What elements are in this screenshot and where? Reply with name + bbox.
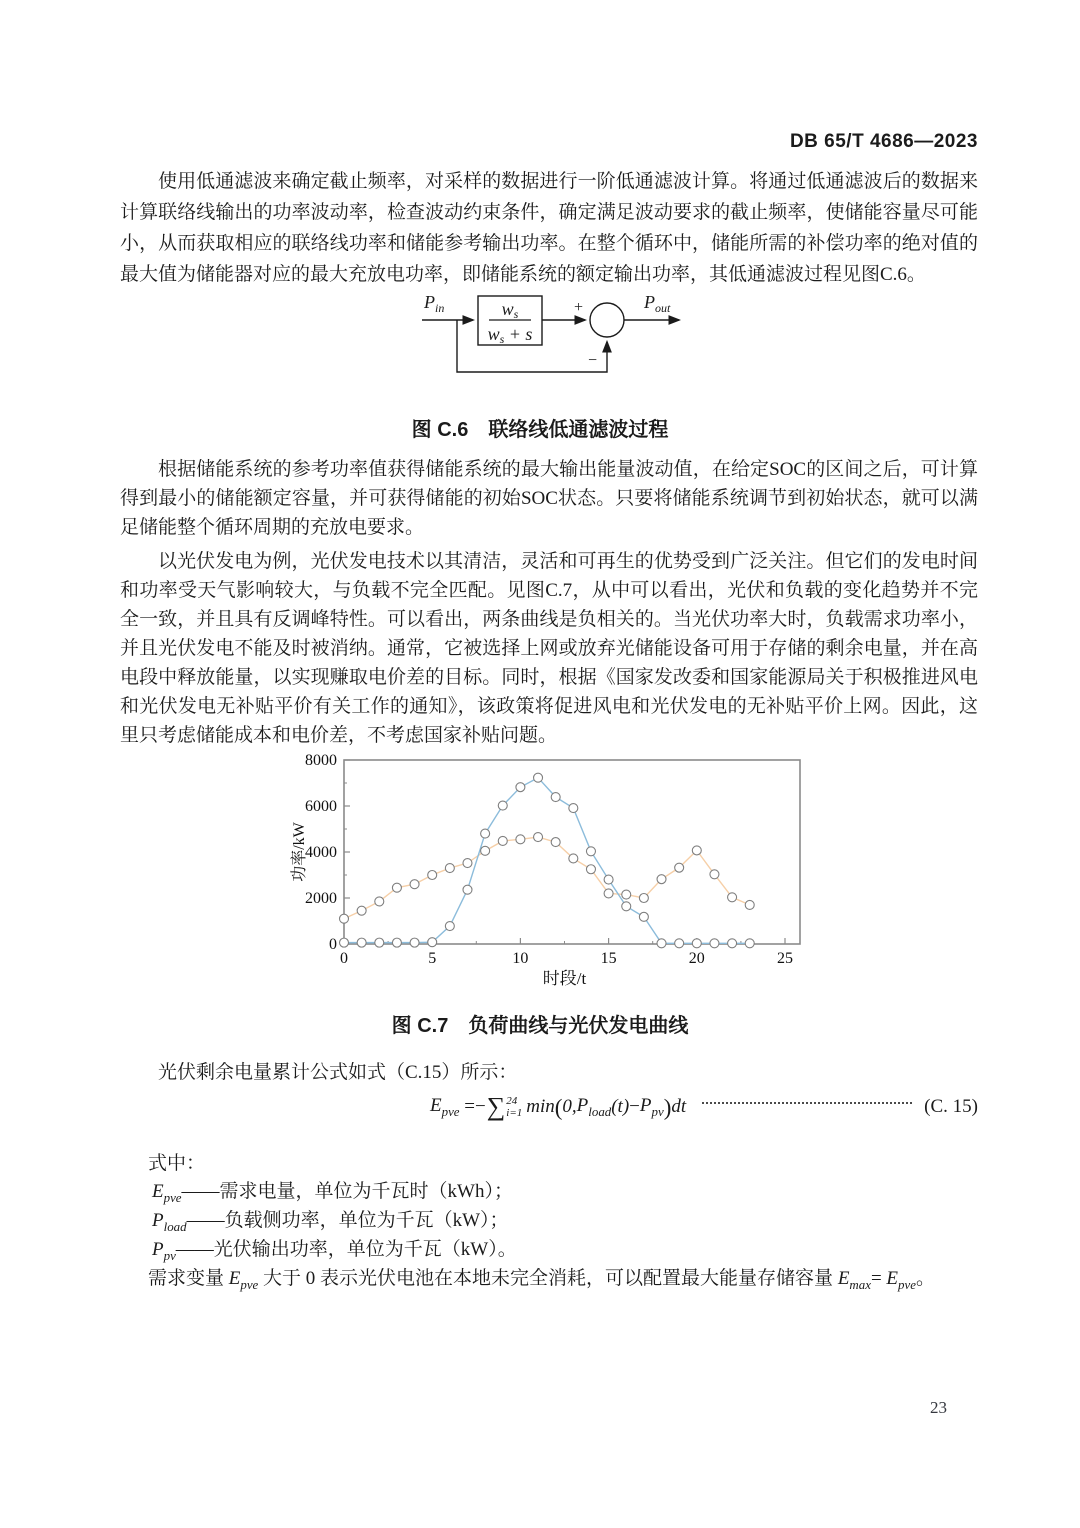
y-tick-label: 8000	[305, 752, 337, 769]
chart-marker-s1	[498, 801, 507, 810]
x-tick-label: 5	[428, 950, 437, 967]
chart-marker-s0	[534, 833, 543, 842]
chart-series-line-0	[344, 837, 750, 919]
chart-marker-s0	[604, 889, 613, 898]
chart-marker-s1	[428, 938, 437, 947]
chart-marker-s1	[639, 912, 648, 921]
diagram-plus-sign: +	[574, 299, 584, 316]
diagram-tf-numerator: ws	[501, 299, 519, 321]
chart-marker-s1	[357, 938, 366, 947]
chart-marker-s0	[481, 846, 490, 855]
chart-marker-s0	[428, 871, 437, 880]
chart-marker-s0	[569, 854, 578, 863]
chart-marker-s1	[410, 938, 419, 947]
figure-c6-diagram	[378, 288, 718, 400]
y-tick-label: 6000	[305, 798, 337, 815]
x-axis-title: 时段/t	[542, 969, 587, 988]
chart-marker-s0	[675, 863, 684, 872]
chart-marker-s1	[692, 939, 701, 948]
chart-marker-s0	[516, 835, 525, 844]
y-tick-label: 2000	[305, 890, 337, 907]
chart-marker-s0	[657, 875, 666, 884]
paragraph-lowpass-filter: 使用低通滤波来确定截止频率，对采样的数据进行一阶低通滤波计算。将通过低通滤波后的数据来计算联络线输出的功率波动率，检查波动约束条件，确定满足波动要求的截止频率，使储能容量尽可能小，从而获取相应的联络线功率和储能参考输出功率。在整个循环中，储能所需的补偿功率的绝对值的最大值为储能器对应的最大充放电功率，即储能系统的额定输出功率，其低通滤波过程见图C.6。	[120, 171, 978, 285]
chart-marker-s0	[375, 897, 384, 906]
y-axis-title: 功率/kW	[291, 822, 308, 882]
paragraph-pv-example: 以光伏发电为例，光伏发电技术以其清洁，灵活和可再生的优势受到广泛关注。但它们的发电时间和功率受天气影响较大，与负载不完全匹配。见图C.7，从中可以看出，光伏和负载的变化趋势并不完全一致，并且具有反调峰特性。可以看出，两条曲线是负相关的。当光伏功率大时，负载需求功率小，并且光伏发电不能及时被消纳。通常，它被选择上网或放弃光储能设备可用于存储的剩余电量，并在高电段中释放能量，以实现赚取电价差的目标。同时，根据《国家发改委和国家能源局关于积极推进风电和光伏发电无补贴平价有关工作的通知》，该政策将促进风电和光伏发电的无补贴平价上网。因此，这里只考虑储能成本和电价差，不考虑国家补贴问题。	[120, 551, 978, 746]
chart-marker-s1	[340, 938, 349, 947]
formula-c15-row	[120, 1094, 978, 1120]
chart-marker-s1	[710, 939, 719, 948]
x-tick-label: 25	[777, 950, 793, 967]
chart-plot-border	[344, 760, 800, 944]
x-tick-label: 10	[512, 950, 529, 967]
diagram-minus-sign: −	[588, 352, 598, 369]
chart-marker-s1	[728, 939, 737, 948]
chart-marker-s1	[604, 875, 613, 884]
chart-marker-s0	[340, 914, 349, 923]
where-item-epve: $E_{pve}——$需求电量，单位为千瓦时（kWh）；	[152, 1181, 513, 1205]
chart-marker-s0	[745, 900, 754, 909]
chart-marker-s1	[622, 902, 631, 911]
where-item-pload: $P_{load}——$负载侧功率，单位为千瓦（kW）；	[152, 1210, 509, 1234]
diagram-output-label: $P_{out}$	[644, 292, 671, 315]
y-tick-label: 0	[329, 936, 337, 953]
formula-intro: 光伏剩余电量累计公式如式（C.15）所示：	[158, 1062, 518, 1083]
chart-marker-s1	[551, 793, 560, 802]
sigma-symbol: ∑	[486, 1092, 506, 1121]
chart-marker-s0	[498, 836, 507, 845]
chart-marker-s0	[410, 880, 419, 889]
chart-marker-s1	[392, 938, 401, 947]
chart-marker-s0	[551, 838, 560, 847]
chart-marker-s0	[710, 870, 719, 879]
load-pv-chart-svg	[288, 750, 813, 992]
load-pv-chart	[288, 750, 813, 997]
x-tick-label: 20	[688, 950, 705, 967]
diagram-sum-junction	[590, 303, 624, 337]
formula-c15: $E_{pve}$ = − ∑ 24 i=1 min ( 0, $P_{load}$ (t) − $P_{pv}$ ) dt	[430, 1092, 687, 1121]
chart-marker-s1	[445, 922, 454, 931]
dotted-leader	[702, 1102, 912, 1104]
diagram-tf-denominator: ws + s	[487, 324, 533, 346]
chart-marker-s1	[586, 847, 595, 856]
formula-number: (C. 15)	[924, 1096, 978, 1117]
chart-marker-s1	[463, 885, 472, 894]
chart-marker-s1	[657, 939, 666, 948]
diagram-input-label: $P_{in}$	[424, 292, 445, 315]
figure-c7-caption: 图 C.7 负荷曲线与光伏发电曲线	[391, 1015, 689, 1037]
chart-marker-s1	[569, 804, 578, 813]
where-label: 式中：	[148, 1153, 206, 1174]
chart-marker-s1	[534, 773, 543, 782]
chart-marker-s0	[463, 859, 472, 868]
x-tick-label: 15	[600, 950, 617, 967]
x-tick-label: 0	[340, 950, 348, 967]
chart-series-line-1	[344, 778, 750, 944]
chart-marker-s0	[392, 883, 401, 892]
chart-marker-s1	[516, 783, 525, 792]
page-number: 23	[930, 1398, 947, 1417]
figure-c6-caption: 图 C.6 联络线低通滤波过程	[411, 419, 669, 441]
chart-marker-s1	[481, 829, 490, 838]
chart-marker-s0	[586, 865, 595, 874]
chart-marker-s1	[675, 939, 684, 948]
chart-marker-s0	[445, 864, 454, 873]
chart-marker-s0	[639, 894, 648, 903]
y-tick-label: 4000	[305, 844, 337, 861]
chart-marker-s0	[622, 890, 631, 899]
where-item-ppv: $P_{pv}——$光伏输出功率，单位为千瓦（kW）。	[152, 1239, 517, 1263]
note-emax: 需求变量 $E_{pve}$ 大于 0 表示光伏电池在本地未完全消耗，可以配置最大能量存储容量 $E_{max}= E_{pve}$。	[148, 1268, 935, 1292]
chart-marker-s0	[728, 893, 737, 902]
chart-marker-s0	[357, 906, 366, 915]
paragraph-soc: 根据储能系统的参考功率值获得储能系统的最大输出能量波动值，在给定SOC的区间之后，可计算得到最小的储能额定容量，并可获得储能的初始SOC状态。只要将储能系统调节到初始状态，就可以满足储能整个循环周期的充放电要求。	[120, 459, 978, 538]
chart-marker-s1	[745, 939, 754, 948]
chart-marker-s0	[692, 846, 701, 855]
chart-marker-s1	[375, 938, 384, 947]
doc-code-header: DB 65/T 4686—2023	[789, 131, 978, 152]
